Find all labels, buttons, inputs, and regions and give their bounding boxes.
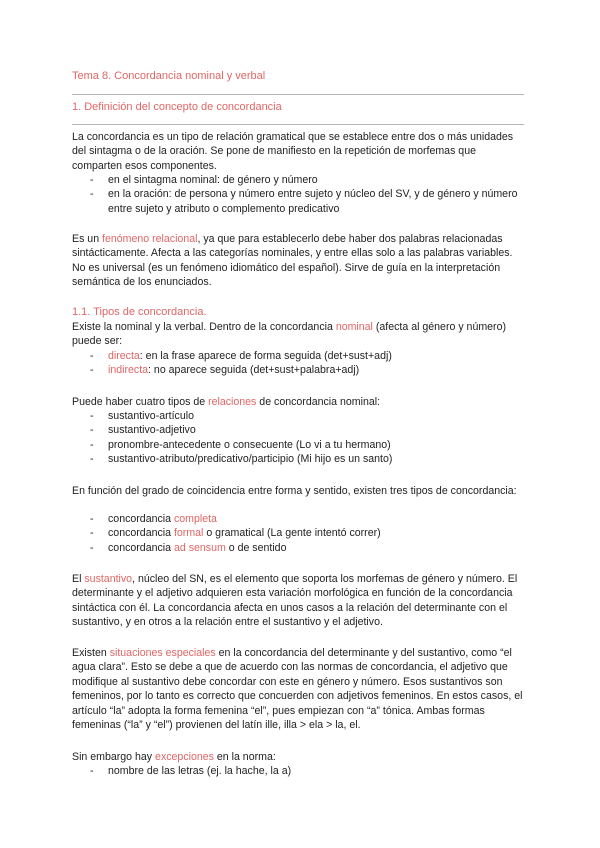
noun-paragraph: El sustantivo, núcleo del SN, es el elemento que soporta los morfemas de género y número. El determinante y el adjetivo adquieren esta variación morfológica en función de la concordancia sintáctica con él. La concordancia afecta en unos casos a la relación del determinante con el sustantivo, y en otros a la relación entre el sustantivo y el adjetivo. — [72, 573, 518, 629]
degrees-paragraph: En función del grado de coincidencia entre forma y sentido, existen tres tipos de concordancia: — [72, 485, 517, 497]
exceptions-list — [72, 764, 524, 778]
special-cases-paragraph: Existen situaciones especiales en la concordancia del determinante y del sustantivo, como “el agua clara”. Esto se debe a que de acuerdo con las normas de concordancia, el adjetivo que modifique al sustantivo debe concordar con este en género y número. Esos sustantivos son femeninos, por lo tanto es correcto que concuerden con adjetivos femeninos. En estos casos, el artículo “la” adopta la forma femenina “el”, pues empiezan con “a” tónica. Ambas formas femeninas (“la” y “el”) provienen del latín ille, illa > ela > la, el. — [72, 647, 523, 732]
relations-paragraph: Puede haber cuatro tipos de relaciones de concordancia nominal: — [72, 396, 381, 408]
highlight-term: completa — [173, 513, 217, 525]
list-item: - concordancia formal o gramatical (La gente intentó correr) — [72, 526, 524, 540]
highlight-term: relaciones — [208, 396, 257, 408]
list-item: - en el sintagma nominal: de género y número — [72, 173, 524, 187]
exceptions-paragraph: Sin embargo hay excepciones en la norma: — [72, 751, 276, 763]
highlight-term: sustantivo — [84, 573, 133, 585]
highlight-term: indirecta — [108, 364, 149, 377]
highlight-term: ad sensum — [173, 541, 226, 554]
concordance-scope-list — [72, 173, 524, 216]
list-item: - en la oración: de persona y número entre sujeto y núcleo del SV, y de género y número entre sujeto y atributo o complemento predicativo — [72, 187, 524, 216]
highlight-term: directa — [108, 350, 140, 362]
document-title: Tema 8. Concordancia nominal y verbal — [72, 70, 266, 82]
highlight-term: nominal — [335, 321, 373, 333]
list-item: - nombre de las letras (ej. la hache, la a) — [72, 764, 524, 778]
list-item: - sustantivo-atributo/predicativo/participio (Mi hijo es un santo) — [72, 452, 524, 466]
highlight-term: fenómeno relacional — [102, 233, 198, 245]
nominal-types-list — [72, 349, 524, 378]
highlight-term: situaciones especiales — [109, 647, 216, 659]
highlight-term: excepciones — [155, 751, 214, 763]
section-1-1-heading: 1.1. Tipos de concordancia. — [72, 306, 207, 318]
highlight-term: formal — [173, 527, 204, 540]
title-rule — [72, 94, 524, 95]
list-item: - directa: en la frase aparece de forma seguida (det+sust+adj) — [72, 349, 524, 363]
list-item: - concordancia ad sensum o de sentido — [72, 541, 524, 555]
list-item: - pronombre-antecedente o consecuente (Lo vi a tu hermano) — [72, 438, 524, 452]
list-item: - concordancia completa — [72, 512, 524, 526]
section-1-rule — [72, 124, 524, 125]
list-item: - indirecta: no aparece seguida (det+sust+palabra+adj) — [72, 363, 524, 377]
list-item: - sustantivo-artículo — [72, 409, 524, 423]
relations-list — [72, 409, 524, 467]
degrees-list — [72, 512, 524, 555]
types-paragraph: Existe la nominal y la verbal. Dentro de la concordancia nominal (afecta al género y número) puede ser: — [72, 321, 507, 348]
intro-paragraph: La concordancia es un tipo de relación gramatical que se establece entre dos o más unidades del sintagma o de la oración. Se pone de manifiesto en la repetición de morfemas que comparten esos componentes. — [72, 131, 514, 172]
relational-paragraph: Es un fenómeno relacional, ya que para establecerlo debe haber dos palabras relacionadas sintácticamente. Afecta a las categorías nominales, y entre ellas solo a las palabras variables. No es universal (es un fenómeno idiomático del español). Sirve de guía en la interpretación semántica de los enunciados. — [72, 233, 513, 289]
list-item: - sustantivo-adjetivo — [72, 423, 524, 437]
section-1-heading: 1. Definición del concepto de concordancia — [72, 101, 282, 113]
